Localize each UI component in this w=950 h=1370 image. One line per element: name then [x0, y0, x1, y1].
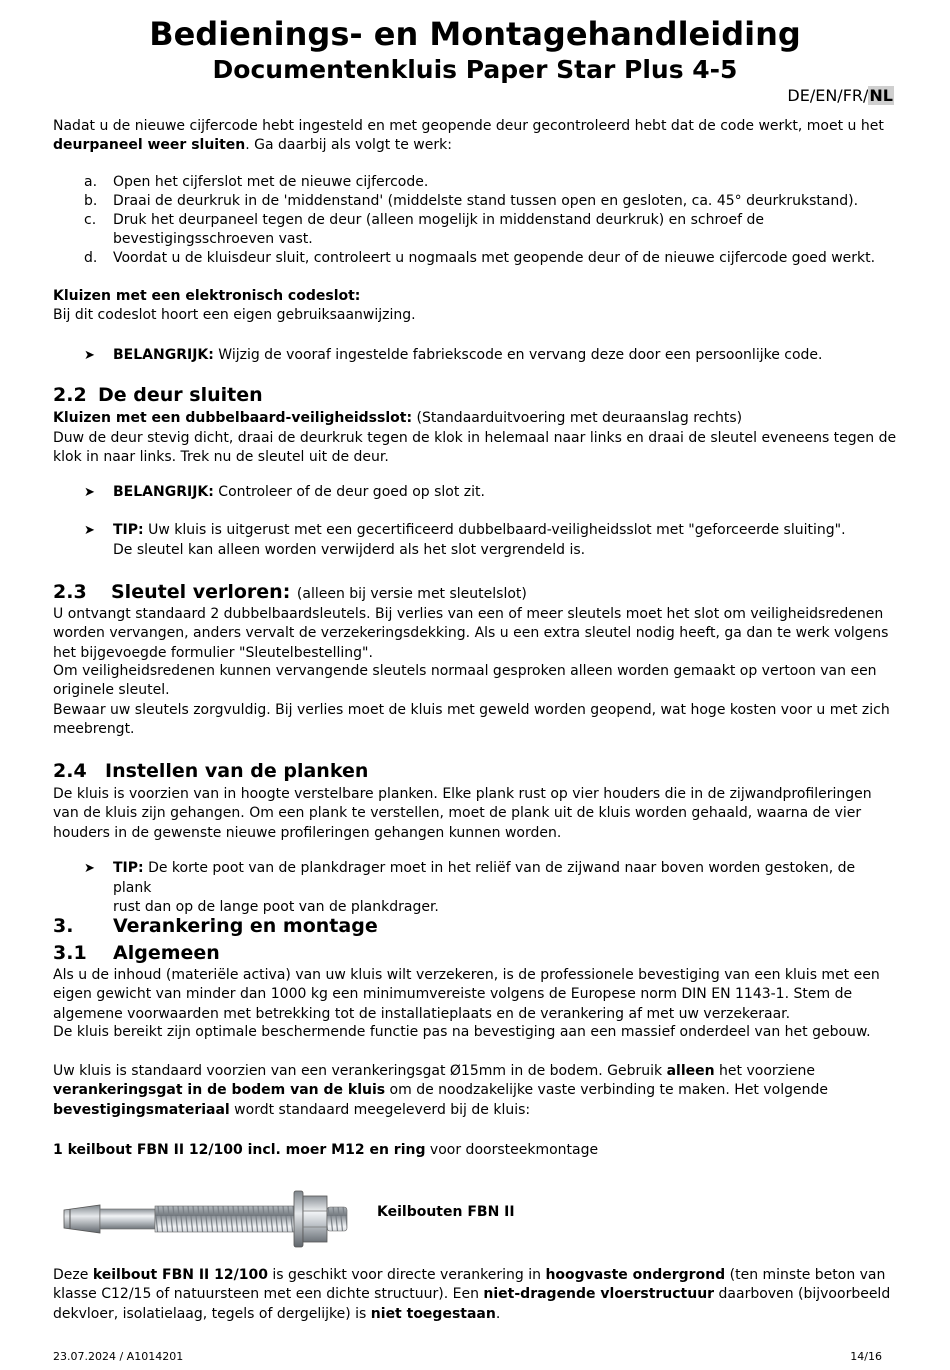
section-3-1-paragraph: De kluis bereikt zijn optimale beschermende functie pas na bevestiging aan een massief onderdeel van het gebouw. [53, 1024, 871, 1040]
language-active: NL [869, 86, 893, 105]
step-item: d. Voordat u de kluisdeur sluit, controleert u nogmaals met geopende deur of de nieuwe cijfercode goed werkt. [84, 250, 876, 266]
section-3-1-paragraph: Deze keilbout FBN II 12/100 is geschikt voor directe verankering in hoogvaste ondergrond (ten minste beton van klasse C12/15 of natuursteen met een dichte structuur). Een niet-dragende vloerstructuur daarboven (bijvoorbeeld dekvloer, isolatielaag, tegels of dergelijke) is niet toegestaan. [53, 1267, 891, 1322]
image-caption: Keilbouten FBN II [377, 1204, 515, 1220]
section-heading-3: 3. Verankering en montage [53, 915, 378, 937]
section-2-2-body: Duw de deur stevig dicht, draai de deurkruk tegen de klok in helemaal naar links en draai de sleutel eveneens tegen de klok in naar links. Trek nu de sleutel uit de deur. [53, 430, 897, 466]
arrow-bullet-icon: ➤ [84, 485, 95, 500]
arrow-bullet-icon: ➤ [84, 348, 95, 363]
section-heading-2-2: 2.2 De deur sluiten [53, 384, 263, 406]
section-3-1-paragraph: Als u de inhoud (materiële activa) van uw kluis wilt verzekeren, is de professionele bevestiging van een kluis met een eigen gewicht van minder dan 1000 kg een minimumvereiste volgens de Europese norm DIN EN 1143-1. Stem de algemene voorwaarden met betrekking tot de installatieplaats en de verankering af met uw verzekeraar. [53, 967, 880, 1022]
section-2-3-paragraph: U ontvangt standaard 2 dubbelbaardsleutels. Bij verlies van een of meer sleutels moet het slot om veiligheidsredenen worden vervangen, anders vervalt de verzekeringsdekking. Als u een extra sleutel nodig heeft, ga dan te werk volgens het bijgevoegde formulier "Sleutelbestelling". [53, 606, 889, 661]
language-selector [787, 85, 894, 107]
section-2-2-lead: Kluizen met een dubbelbaard-veiligheidsslot: (Standaarduitvoering met deuraanslag rechts) [53, 410, 743, 426]
arrow-bullet-icon: ➤ [84, 523, 95, 538]
section-3-1-paragraph: Uw kluis is standaard voorzien van een verankeringsgat Ø15mm in de bodem. Gebruik alleen het voorziene verankeringsgat in de bodem van de kluis om de noodzakelijke vaste verbinding te maken. Het volgende bevestigingsmateriaal wordt standaard meegeleverd bij de kluis: [53, 1063, 828, 1118]
note-tip: ➤ TIP: Uw kluis is uitgerust met een gecertificeerd dubbelbaard-veiligheidsslot met "geforceerde sluiting". De sleutel kan alleen worden verwijderd als het slot vergrendeld is. [84, 522, 846, 558]
footer-page-number: 14/16 [850, 1350, 882, 1363]
electronic-lock-heading: Kluizen met een elektronisch codeslot: [53, 288, 361, 304]
electronic-lock-text: Bij dit codeslot hoort een eigen gebruiksaanwijzing. [53, 307, 416, 323]
step-item: c. Druk het deurpaneel tegen de deur (alleen mogelijk in middenstand deurkruk) en schroef de bevestigingsschroeven vast. [84, 212, 764, 247]
section-2-3-paragraph: Bewaar uw sleutels zorgvuldig. Bij verlies moet de kluis met geweld worden geopend, wat hoge kosten voor u met zich meebrengt. [53, 702, 890, 738]
section-heading-2-3: 2.3 Sleutel verloren: (alleen bij versie met sleutelslot) [53, 581, 527, 603]
arrow-bullet-icon: ➤ [84, 861, 95, 876]
fixing-kit-line: 1 keilbout FBN II 12/100 incl. moer M12 en ring voor doorsteekmontage [53, 1142, 599, 1158]
section-heading-2-4: 2.4 Instellen van de planken [53, 760, 369, 782]
document-subtitle: Documentenkluis Paper Star Plus 4-5 [212, 55, 738, 84]
language-list: DE/EN/FR/ [787, 86, 869, 105]
note-tip: ➤ TIP: De korte poot van de plankdrager moet in het reliëf van de zijwand naar boven worden gestoken, de plank rust dan op de lange poot van de plankdrager. [84, 860, 856, 916]
section-2-3-paragraph: Om veiligheidsredenen kunnen vervangende sleutels normaal gesproken alleen worden gemaakt op vertoon van een originele sleutel. [53, 663, 877, 699]
section-2-4-paragraph: De kluis is voorzien van in hoogte verstelbare planken. Elke plank rust op vier houders die in de zijwandprofileringen van de kluis zijn gehangen. Om een plank te verstellen, moet de plank uit de kluis worden gehaald, waarna de vier houders in de gewenste nieuwe profileringen gehangen kunnen worden. [53, 786, 872, 841]
step-item: a. Open het cijferslot met de nieuwe cijfercode. [84, 174, 429, 190]
wedge-anchor-bolt-image [60, 1186, 355, 1252]
intro-paragraph: Nadat u de nieuwe cijfercode hebt ingesteld en met geopende deur gecontroleerd hebt dat de code werkt, moet u het deurpaneel weer sluiten. Ga daarbij als volgt te werk: [53, 118, 884, 154]
footer-date-reference: 23.07.2024 / A1014201 [53, 1350, 184, 1363]
note-important: ➤ BELANGRIJK: Wijzig de vooraf ingestelde fabriekscode en vervang deze door een persoonlijke code. [84, 346, 896, 366]
note-important: ➤ BELANGRIJK: Controleer of de deur goed op slot zit. [84, 483, 896, 503]
document-title: Bedienings- en Montagehandleiding [149, 15, 801, 53]
section-heading-3-1: 3.1 Algemeen [53, 942, 220, 964]
step-item: b. Draai de deurkruk in de 'middenstand' (middelste stand tussen open en gesloten, ca. 45° deurkrukstand). [84, 193, 859, 209]
